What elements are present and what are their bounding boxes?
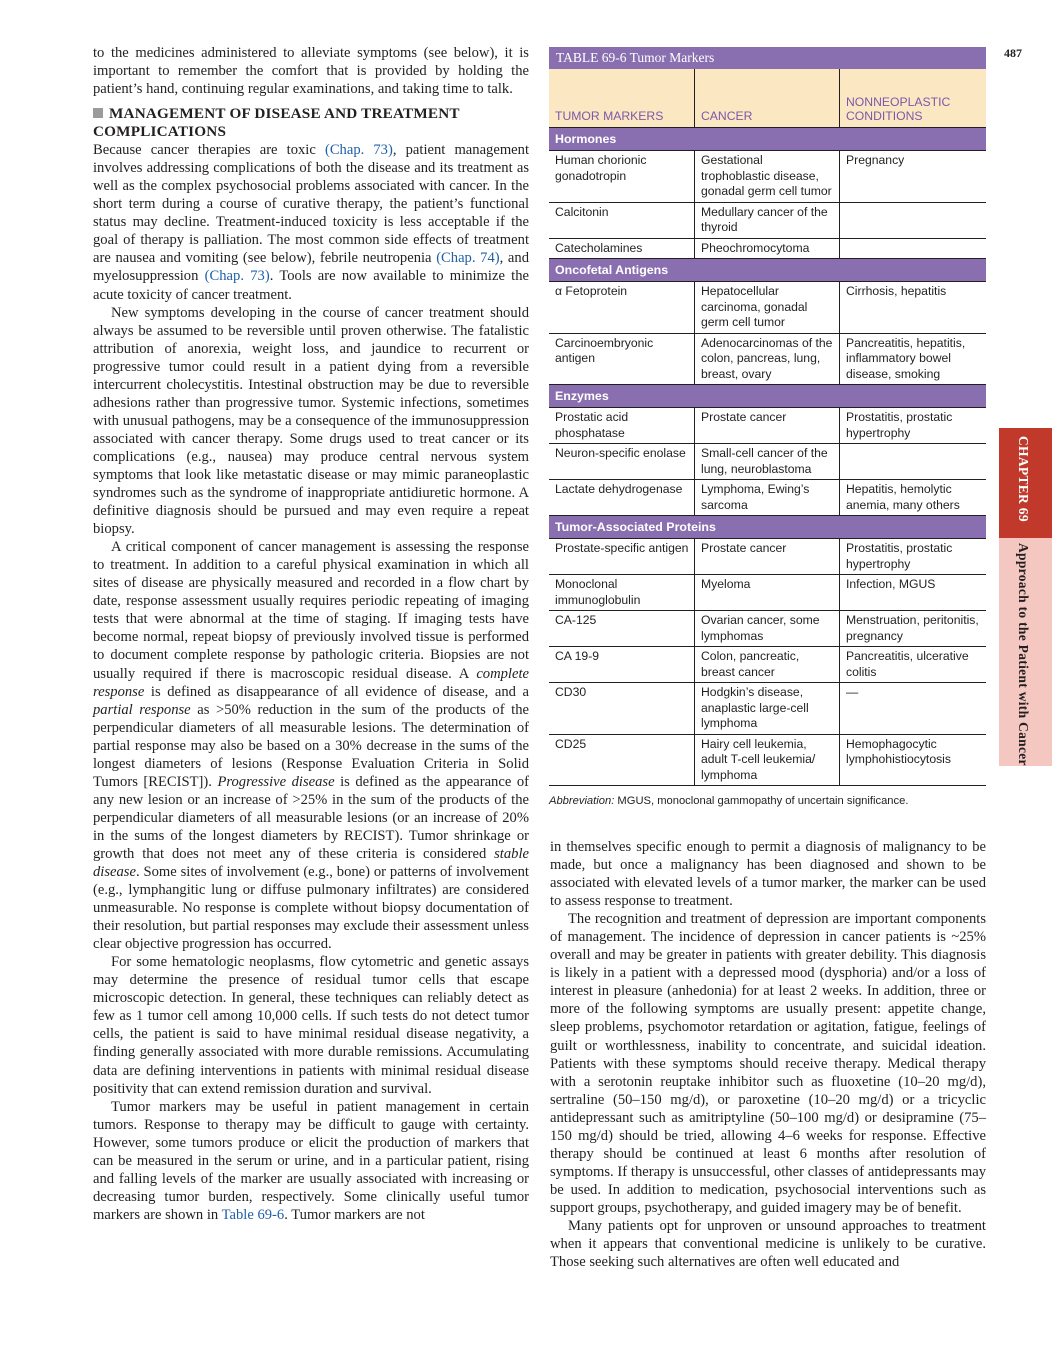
table-row [549, 334, 986, 386]
table-row [549, 282, 986, 334]
paragraph-response [93, 538, 529, 953]
heading-square-icon [93, 108, 103, 118]
text-span: , and myelosuppression [93, 250, 530, 285]
table-row [549, 444, 986, 480]
cell-marker: Catecholamines [555, 240, 643, 255]
cell-cancer: Hairy cell leukemia, adult T-cell leukemia/ lymphoma [694, 735, 839, 786]
term-stable-disease: stable disease [93, 845, 529, 881]
table-section-header: Oncofetal Antigens [549, 259, 986, 282]
cell-nonneoplastic: Infection, MGUS [839, 575, 986, 610]
cell-cancer: Small-cell cancer of the lung, neuroblastoma [694, 444, 839, 479]
table-row [549, 480, 986, 516]
cell-cancer: Colon, pancreatic, breast cancer [694, 647, 839, 682]
cell-nonneoplastic: Cirrhosis, hepatitis [839, 282, 986, 333]
text-span: . Some sites of involvement (e.g., bone) or patterns of involvement (e.g., lymphangitic lung or diffuse pulmonary infiltrates) are considered unmeasurable. No response is complete without biopsy documentation of their resolution, but partial responses may exclude their assessment unless clear objective progression has occurred. [93, 864, 529, 953]
cell-nonneoplastic: Pregnancy [839, 151, 986, 202]
cell-marker: Lactate dehydrogenase [555, 482, 683, 496]
cell-marker: CA-125 [555, 613, 597, 627]
section-heading-text: MANAGEMENT OF DISEASE AND TREATMENT COMPLICATIONS [93, 105, 460, 141]
cell-nonneoplastic: Pancreatitis, hepatitis, inflammatory bowel disease, smoking [839, 334, 986, 385]
cell-marker: Calcitonin [555, 204, 609, 219]
right-column [550, 838, 986, 1271]
text-span: Tumor markers may be useful in patient management in certain tumors. Response to therapy may be difficult to gauge with certainty. However, some tumors produce or elicit the production of markers that can be measured in the serum or urine, and in a particular patient, rising and falling levels of the marker are usually associated with increasing or decreasing tumor burden, respectively. Some clinically useful tumor markers are shown in [93, 1098, 529, 1223]
cell-nonneoplastic: Menstruation, peritonitis, pregnancy [839, 611, 986, 646]
cell-nonneoplastic: Prostatitis, prostatic hypertrophy [839, 408, 986, 443]
table-header-row [549, 69, 986, 128]
section-heading [93, 105, 529, 141]
paragraph-new-symptoms: New symptoms developing in the course of cancer treatment should always be assumed to be reversible until proven otherwise. The fatalistic attribution of anorexia, weight loss, and jaundice to recurrent or progressive tumor could result in a patient dying from a reversible intercurrent cholecystitis. Intestinal obstruction may be due to reversible adhesions rather than progressive tumor. Systemic infections, sometimes with unusual pathogens, may be a consequence of the immunosuppression associated with cancer therapy. Some drugs used to treat cancer or its complications (e.g., nausea) may produce central nervous system symptoms that look like metastatic disease or may mimic paraneoplastic syndromes such as the syndrome of inappropriate antidiuretic hormone. A definitive diagnosis should be pursued and may even require a repeat biopsy. [93, 304, 529, 538]
header-nonneoplastic: NONNEOPLASTIC CONDITIONS [839, 69, 986, 127]
cell-marker: CA 19-9 [555, 649, 600, 663]
cell-cancer: Adenocarcinomas of the colon, pancreas, lung, breast, ovary [694, 334, 839, 385]
cell-marker: Neuron-specific enolase [555, 446, 686, 460]
cell-marker: CD25 [555, 736, 587, 751]
cell-nonneoplastic: Hemophagocytic lymphohistiocytosis [839, 735, 986, 786]
table-section-header: Hormones [549, 128, 986, 151]
table-section-header: Tumor-Associated Proteins [549, 516, 986, 539]
table-row [549, 408, 986, 444]
cell-nonneoplastic: Pancreatitis, ulcerative colitis [839, 647, 986, 682]
chapter-link[interactable]: (Chap. 73) [204, 268, 270, 285]
cell-nonneoplastic: — [839, 683, 986, 734]
table-row [549, 151, 986, 203]
text-span: . Tumor markers are not [284, 1206, 425, 1223]
cell-cancer: Ovarian cancer, some lymphomas [694, 611, 839, 646]
cell-marker: α Fetoprotein [555, 284, 628, 298]
cell-marker: Prostatic acid phosphatase [555, 410, 629, 440]
page-number: 487 [1004, 46, 1022, 60]
cell-marker: Carcinoembryonic antigen [555, 335, 654, 365]
chapter-link[interactable]: (Chap. 73) [324, 142, 393, 159]
text-span: . Tools are now available to minimize the acute toxicity of cancer treatment. [93, 268, 530, 303]
table-row [549, 735, 986, 787]
table-abbreviation-note [549, 794, 986, 808]
cell-cancer: Lymphoma, Ewing’s sarcoma [694, 480, 839, 515]
header-cancer: CANCER [694, 69, 839, 127]
cell-cancer: Hodgkin’s disease, anaplastic large-cell lymphoma [694, 683, 839, 734]
abbreviation-label: Abbreviation: [549, 795, 615, 807]
term-complete-response: complete response [93, 665, 529, 700]
table-row [549, 683, 986, 735]
table-row [549, 239, 986, 260]
cell-nonneoplastic [839, 444, 986, 479]
text-span: Because cancer therapies are toxic [93, 142, 325, 159]
term-partial-response: partial response [93, 701, 191, 718]
cell-marker: CD30 [555, 685, 587, 699]
intro-paragraph: to the medicines administered to alleviate symptoms (see below), it is important to remember the comfort that is provided by holding the patient’s hand, continuing regular examinations, and taking time to talk. [93, 45, 529, 98]
cell-nonneoplastic [839, 203, 986, 238]
paragraph-hematologic: For some hematologic neoplasms, flow cytometric and genetic assays may determine the presence of residual tumor cells that escape microscopic detection. In general, these techniques can reliably detect as few as 1 tumor cell among 10,000 cells. If such tests do not detect tumor cells, the patient is said to have minimal residual disease negativity, a finding generally associated with more durable remissions. Accumulating data are defining interventions in patients with minimal residual disease positivity that can extend remission duration and survival. [93, 954, 529, 1097]
cell-cancer: Prostate cancer [694, 408, 839, 443]
paragraph-depression: The recognition and treatment of depression are important components of management. The incidence of depression in cancer patients is ~25% overall and may be greater in patients with greater debility. This diagnosis is likely in a patient with a depressed mood (dysphoria) and/or a loss of interest in pleasure (anhedonia) for at least 2 weeks. In addition, three or more of the following symptoms are usually present: appetite change, sleep problems, psychomotor retardation or agitation, fatigue, feelings of guilt or worthlessness, inability to concentrate, and suicidal ideation. Patients with these symptoms should receive therapy. Medical therapy with a serotonin reuptake inhibitor such as fluoxetine (10–20 mg/d), sertraline (50–150 mg/d), or paroxetine (10–20 mg/d) or a tricyclic antidepressant such as amitriptyline (50–100 mg/d) or desipramine (75–150 mg/d) should be tried, allowing 4–6 weeks for response. Effective therapy should be continued at least 6 months after resolution of symptoms. If therapy is unsuccessful, other classes of antidepressants may be used. In addition to medication, psychosocial interventions such as support groups, psychotherapy, and guided imagery may be of benefit. [550, 911, 986, 1216]
cell-marker: Monoclonal immunoglobulin [555, 577, 641, 607]
cell-cancer: Myeloma [694, 575, 839, 610]
chapter-title: Approach to the Patient with Cancer [1016, 543, 1031, 766]
cell-cancer: Pheochromocytoma [694, 239, 839, 259]
table-section-header: Enzymes [549, 385, 986, 408]
table-row [549, 611, 986, 647]
chapter-number: CHAPTER 69 [1016, 436, 1031, 522]
chapter-tab-title [999, 538, 1052, 766]
paragraph-tumor-markers [93, 1098, 529, 1224]
cell-cancer: Hepatocellular carcinoma, gonadal germ cell tumor [694, 282, 839, 333]
cell-marker: Prostate-specific antigen [555, 541, 689, 555]
cell-nonneoplastic [839, 239, 986, 259]
cell-marker: Human chorionic gonadotropin [555, 153, 647, 183]
cell-cancer: Gestational trophoblastic disease, gonadal germ cell tumor [694, 151, 839, 202]
table-row [549, 647, 986, 683]
text-span: is defined as disappearance of all evidence of disease, and a [144, 683, 529, 700]
table-row [549, 575, 986, 611]
paragraph-alternatives: Many patients opt for unproven or unsound approaches to treatment when it appears that conventional medicine is unlikely to be curative. Those seeking such alternatives are often well educated and [550, 1217, 986, 1271]
table-body [549, 128, 986, 786]
chapter-link[interactable]: (Chap. 74) [436, 250, 500, 267]
cell-nonneoplastic: Prostatitis, prostatic hypertrophy [839, 539, 986, 574]
text-span: is defined as the appearance of any new lesion or an increase of >25% in the sum of the products of the perpendicular diameters of all measurable lesions (or an increase of 20% in the sums of the longest diameters by RECIST). Tumor shrinkage or growth that does not meet any of these criteria is considered [93, 773, 529, 862]
table-title: TABLE 69-6 Tumor Markers [549, 47, 986, 69]
text-span: as >50% reduction in the sum of the products of the perpendicular diameters of all measurable lesions. The determination of partial response may also be based on a 30% decrease in the sums of the longest diameters of lesions (Response Evaluation Criteria in Solid Tumors [RECIST]). [93, 701, 529, 790]
text-span: , patient management involves addressing complications of both the disease and its treatment as well as the complex psychosocial problems associated with cancer. In the short term during a course of curative therapy, the patient’s functional status may decline. Treatment-induced toxicity is less acceptable if the goal of therapy is palliation. The most common side effects of treatment are nausea and vomiting (see below), febrile neutropenia [93, 142, 529, 267]
term-progressive-disease: Progressive disease [217, 773, 335, 790]
paragraph-toxicity [93, 141, 529, 303]
table-link[interactable]: Table 69-6 [221, 1206, 285, 1223]
cell-nonneoplastic: Hepatitis, hemolytic anemia, many others [839, 480, 986, 515]
chapter-tab-number [999, 428, 1052, 538]
left-column [93, 44, 529, 1224]
cell-cancer: Medullary cancer of the thyroid [694, 203, 839, 238]
text-span: A critical component of cancer management is assessing the response to treatment. In addition to a careful physical examination in which all sites of disease are physically measured and recorded in a flow chart by date, response assessment usually requires periodic repeating of imaging tests that were abnormal at the time of staging. If imaging tests have become normal, repeat biopsy of previously involved tissue is performed to document complete response by pathologic criteria. Biopsies are not usually required if there is macroscopic residual disease. A [93, 539, 529, 682]
paragraph-marker-specificity: in themselves specific enough to permit a diagnosis of malignancy to be made, but once a malignancy has been diagnosed and shown to be associated with elevated levels of a tumor marker, the marker can be used to assess response to treatment. [550, 839, 986, 910]
chapter-side-tab [999, 428, 1052, 766]
table-row [549, 203, 986, 239]
tumor-markers-table [549, 47, 986, 808]
cell-cancer: Prostate cancer [694, 539, 839, 574]
table-row [549, 539, 986, 575]
header-tumor-markers: TUMOR MARKERS [555, 109, 664, 123]
abbreviation-text: MGUS, monoclonal gammopathy of uncertain significance. [614, 795, 909, 807]
